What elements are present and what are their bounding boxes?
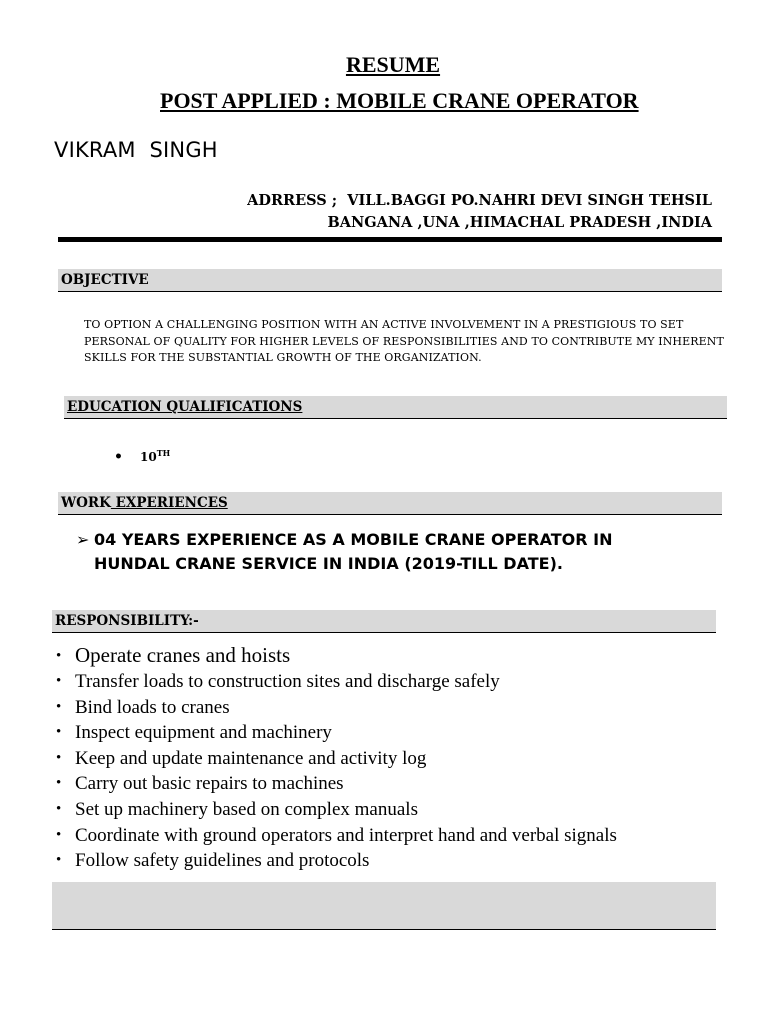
empty-section-bar (52, 882, 716, 930)
responsibility-list (56, 643, 617, 874)
bullet-icon: • (56, 724, 62, 741)
address-line-1: ADRRESS ; VILL.BAGGI PO.NAHRI DEVI SINGH TEHSIL (247, 192, 712, 209)
header-divider (58, 237, 722, 242)
bullet-icon: • (56, 648, 62, 664)
education-heading (64, 396, 727, 419)
education-item-label: 10 (140, 450, 157, 464)
education-item (114, 448, 170, 465)
list-item: • Transfer loads to construction sites and discharge safely (56, 671, 500, 692)
arrow-bullet-icon: ➢ (76, 530, 90, 549)
post-applied: POST APPLIED : MOBILE CRANE OPERATOR (160, 88, 639, 113)
bullet-icon: • (56, 673, 62, 689)
resume-title: RESUME (345, 52, 441, 77)
bullet-icon: • (56, 698, 62, 715)
list-item: • Operate cranes and hoists (56, 643, 291, 667)
education-heading-label: EDUCATION QUALIFICATIONS (67, 399, 303, 415)
bullet-icon: • (56, 800, 62, 817)
work-experience-line-1: 04 YEARS EXPERIENCE AS A MOBILE CRANE OPERATOR IN (94, 530, 613, 549)
list-item: • Set up machinery based on complex manuals (56, 798, 418, 820)
work-experience-item (76, 528, 736, 576)
bullet-icon: • (56, 775, 62, 792)
list-item: • Coordinate with ground operators and interpret hand and verbal signals (56, 824, 617, 846)
work-experience-line-2: HUNDAL CRANE SERVICE IN INDIA (2019-TILL DATE). (94, 554, 563, 573)
list-item: • Keep and update maintenance and activity log (56, 747, 427, 769)
work-heading-rest: EXPERIENCES (110, 495, 228, 511)
list-item: • Bind loads to cranes (56, 696, 230, 718)
list-item: • Carry out basic repairs to machines (56, 773, 344, 795)
list-item: • Inspect equipment and machinery (56, 722, 332, 744)
bullet-icon: • (114, 449, 123, 465)
objective-text: TO OPTION A CHALLENGING POSITION WITH AN ACTIVE INVOLVEMENT IN A PRESTIGIOUS TO SET PERSONAL OF QUALITY FOR HIGHER LEVELS OF RESPONSIBILITIES AND TO CONTRIBUTE MY INHERENT SKILLS FOR THE SUBSTANTIAL GROWTH OF THE ORGANIZATION. (84, 318, 724, 364)
responsibility-heading (52, 610, 716, 633)
objective-heading-label: OBJECTIVE (61, 272, 149, 288)
bullet-icon: • (56, 852, 62, 869)
bullet-icon: • (56, 749, 62, 766)
education-item-suffix: TH (156, 448, 171, 458)
bullet-icon: • (56, 826, 62, 843)
objective-heading (58, 269, 722, 292)
responsibility-heading-label: RESPONSIBILITY:- (55, 613, 199, 629)
list-item: • Follow safety guidelines and protocols (56, 850, 370, 872)
candidate-name: VIKRAM SINGH (54, 138, 218, 162)
work-heading (58, 492, 722, 515)
address-line-2: BANGANA ,UNA ,HIMACHAL PRADESH ,INDIA (327, 214, 712, 231)
work-heading-prefix: WORK (61, 495, 111, 511)
